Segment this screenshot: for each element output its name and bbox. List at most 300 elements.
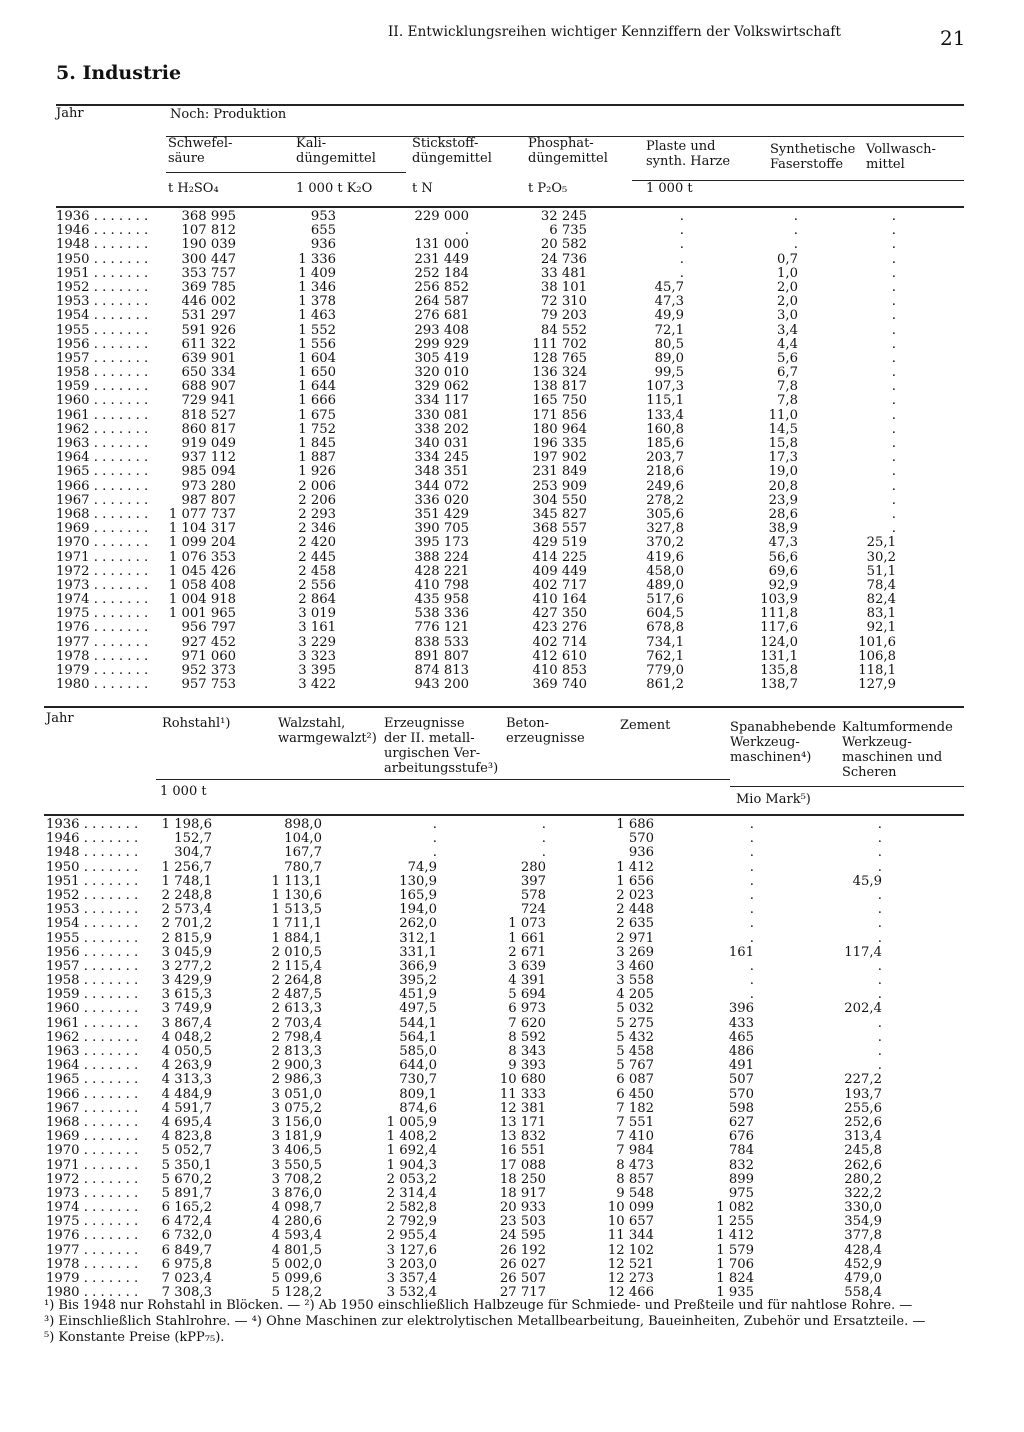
table1-body [0,210,1024,692]
stickstoff-cell: 252 184 [414,265,469,281]
walzstahl-cell: 1 711,1 [271,916,322,932]
year-cell: 1978 . . . [56,650,150,664]
kaltumformende-cell: 202,4 [844,1001,882,1017]
year-cell: 1972 . . . [56,565,150,579]
year-cell: 1955 . . . [46,932,142,946]
beton-cell: 13 832 [499,1129,546,1145]
zement-cell: 2 023 [616,887,654,903]
rohstahl-cell: 6 165,2 [161,1200,212,1216]
erzeugnisse-cell: 451,9 [399,987,437,1003]
year-cell: 1973 . . . [56,579,150,593]
schwefelsaeure-cell: 919 049 [181,436,236,451]
stickstoff-cell: 943 200 [414,677,469,693]
table-row [0,903,1024,917]
rohstahl-cell: 5 350,1 [161,1157,212,1173]
stickstoff-cell: 305 419 [414,350,469,366]
phosphat-cell: 38 101 [540,279,587,295]
table-row [0,1173,1024,1187]
phosphat-cell: 180 964 [532,421,587,437]
beton-cell: 6 973 [508,1001,546,1017]
walzstahl-cell: 2 798,4 [271,1029,322,1045]
footnotes [44,1298,964,1346]
plaste-cell: 72,1 [654,322,684,338]
spanabhebende-cell: . [749,873,754,889]
faserstoffe-cell: 19,0 [768,464,798,480]
table-row [0,1059,1024,1073]
stickstoff-cell: 256 852 [414,279,469,295]
table-row [0,366,1024,380]
erzeugnisse-cell: . [432,845,437,861]
kali-cell: 1 926 [298,464,336,480]
vollwaschmittel-cell: . [891,237,896,253]
table-row [0,238,1024,252]
year-cell: 1976 . . . [56,621,150,635]
phosphat-cell: 136 324 [532,365,587,381]
plaste-cell: 278,2 [646,492,684,508]
erzeugnisse-cell: 644,0 [399,1058,437,1074]
table1-unit-rule-a [166,172,406,173]
schwefelsaeure-cell: 368 995 [181,209,236,224]
zement-cell: 5 032 [616,1001,654,1017]
table-row [0,988,1024,1002]
table-row [0,1258,1024,1272]
table1-header-plaste: Plaste und synth. Harze [646,139,731,169]
table2-unit-1000t: 1 000 t [160,784,207,799]
stickstoff-cell: 264 587 [414,294,469,310]
plaste-cell: 203,7 [646,450,684,466]
vollwaschmittel-cell: . [891,379,896,395]
zement-cell: 10 657 [607,1214,654,1230]
faserstoffe-cell: 23,9 [768,492,798,508]
table-row [0,324,1024,338]
beton-cell: 2 671 [508,944,546,960]
year-cell: 1968 . . . [56,508,150,522]
kali-cell: 2 458 [298,563,336,579]
plaste-cell: 762,1 [646,648,684,664]
rohstahl-cell: 3 277,2 [161,958,212,974]
table-row [0,1144,1024,1158]
erzeugnisse-cell: 165,9 [399,887,437,903]
table-row [0,1031,1024,1045]
table2-header-bottom-rule [44,814,964,816]
beton-cell: 5 694 [508,987,546,1003]
vollwaschmittel-cell: . [891,407,896,423]
spanabhebende-cell: 486 [728,1044,754,1059]
phosphat-cell: 138 817 [532,379,587,395]
phosphat-cell: 410 853 [532,663,587,678]
zement-cell: 1 656 [616,873,654,889]
rohstahl-cell: 1 198,6 [161,817,212,832]
year-cell: 1977 . . . [56,636,150,650]
stickstoff-cell: 340 031 [414,436,469,451]
beton-cell: 26 192 [499,1242,546,1258]
year-cell: 1980 . . . [46,1286,142,1300]
beton-cell: 16 551 [499,1143,546,1159]
stickstoff-cell: 336 020 [414,492,469,508]
faserstoffe-cell: 0,7 [777,251,798,267]
year-cell: 1958 . . . [56,366,150,380]
table-row [0,480,1024,494]
rohstahl-cell: 3 045,9 [161,944,212,960]
footnote-line: ⁵) Konstante Preise (kPP₇₅). [44,1330,225,1345]
spanabhebende-cell: 161 [728,944,754,960]
table1-header-synthetische-faserstoffe: Synthetische Faserstoffe [770,142,856,172]
schwefelsaeure-cell: 937 112 [181,450,236,466]
walzstahl-cell: 3 181,9 [271,1129,322,1145]
spanabhebende-cell: 1 824 [716,1271,754,1286]
faserstoffe-cell: 14,5 [768,421,798,437]
phosphat-cell: 196 335 [532,436,587,451]
erzeugnisse-cell: 1 005,9 [386,1114,437,1130]
spanabhebende-cell: . [749,817,754,832]
erzeugnisse-cell: 2 053,2 [386,1171,437,1187]
erzeugnisse-cell: 366,9 [399,958,437,974]
year-cell: 1946 . . . [56,224,150,238]
stickstoff-cell: 330 081 [414,407,469,423]
walzstahl-cell: 2 986,3 [271,1072,322,1088]
rohstahl-cell: 5 891,7 [161,1185,212,1201]
spanabhebende-cell: 832 [728,1157,754,1173]
erzeugnisse-cell: 2 955,4 [386,1228,437,1244]
erzeugnisse-cell: 1 408,2 [386,1129,437,1145]
year-cell: 1978 . . . [46,1258,142,1272]
erzeugnisse-cell: 585,0 [399,1044,437,1059]
vollwaschmittel-cell: . [891,322,896,338]
schwefelsaeure-cell: 650 334 [181,365,236,381]
rohstahl-cell: 3 749,9 [161,1001,212,1017]
year-cell: 1952 . . . [46,889,142,903]
footnote-line: ¹) Bis 1948 nur Rohstahl in Blöcken. — ²) Ab 1950 einschließlich Halbzeuge für Schmiede- und Preßteile und für nahtlose Rohre. — [44,1298,913,1313]
schwefelsaeure-cell: 987 807 [181,492,236,508]
vollwaschmittel-cell: 127,9 [858,677,896,693]
table-row [0,210,1024,224]
zement-cell: 1 412 [616,859,654,875]
stickstoff-cell: 435 958 [414,592,469,608]
phosphat-cell: 32 245 [540,209,587,224]
table-row [0,1201,1024,1215]
year-cell: 1956 . . . [56,338,150,352]
kaltumformende-cell: 45,9 [852,873,882,889]
spanabhebende-cell: . [749,958,754,974]
stickstoff-cell: 231 449 [414,251,469,267]
faserstoffe-cell: 111,8 [760,606,798,622]
year-cell: 1959 . . . [56,380,150,394]
plaste-cell: 133,4 [646,407,684,423]
plaste-cell: 517,6 [646,592,684,608]
vollwaschmittel-cell: . [891,421,896,437]
kali-cell: 936 [310,237,336,253]
rohstahl-cell: 4 695,4 [161,1114,212,1130]
walzstahl-cell: 3 550,5 [271,1157,322,1173]
schwefelsaeure-cell: 446 002 [181,294,236,310]
stickstoff-cell: 410 798 [414,577,469,593]
spanabhebende-cell: . [749,902,754,918]
table2-top-rule [44,706,964,708]
spanabhebende-cell: . [749,973,754,989]
year-cell: 1963 . . . [56,437,150,451]
year-cell: 1968 . . . [46,1116,142,1130]
vollwaschmittel-cell: . [891,223,896,239]
vollwaschmittel-cell: . [891,506,896,522]
stickstoff-cell: . [464,223,469,239]
kali-cell: 1 409 [298,265,336,281]
walzstahl-cell: 2 900,3 [271,1058,322,1074]
plaste-cell: 160,8 [646,421,684,437]
plaste-cell: 458,0 [646,563,684,579]
beton-cell: 1 661 [508,930,546,946]
year-cell: 1973 . . . [46,1187,142,1201]
erzeugnisse-cell: 3 357,4 [386,1271,437,1286]
faserstoffe-cell: 38,9 [768,521,798,537]
plaste-cell: 89,0 [654,350,684,366]
table-row [0,267,1024,281]
table-row [0,846,1024,860]
faserstoffe-cell: 7,8 [777,379,798,395]
table-row [0,1215,1024,1229]
schwefelsaeure-cell: 729 941 [181,393,236,409]
rohstahl-cell: 4 591,7 [161,1100,212,1116]
plaste-cell: 80,5 [654,336,684,352]
erzeugnisse-cell: 312,1 [399,930,437,946]
phosphat-cell: 345 827 [532,506,587,522]
faserstoffe-cell: 15,8 [768,436,798,451]
stickstoff-cell: 329 062 [414,379,469,395]
year-cell: 1975 . . . [56,607,150,621]
year-cell: 1936 . . . [46,818,142,832]
walzstahl-cell: 2 010,5 [271,944,322,960]
spanabhebende-cell: . [749,916,754,932]
schwefelsaeure-cell: 1 076 353 [168,549,236,565]
schwefelsaeure-cell: 591 926 [181,322,236,338]
table-row [0,536,1024,550]
kaltumformende-cell: . [877,1015,882,1031]
year-cell: 1963 . . . [46,1045,142,1059]
year-cell: 1970 . . . [56,536,150,550]
table1-header-schwefelsaeure: Schwefel- säure [168,136,233,166]
year-cell: 1977 . . . [46,1244,142,1258]
beton-cell: 23 503 [499,1214,546,1230]
rohstahl-cell: 7 023,4 [161,1271,212,1286]
table2-header-spanabhebende: Spanabhebende Werkzeug- maschinen⁴) [730,720,836,765]
vollwaschmittel-cell: 118,1 [858,663,896,678]
year-cell: 1965 . . . [56,465,150,479]
table1-unit-k2o: 1 000 t K₂O [296,181,373,196]
faserstoffe-cell: 6,7 [777,365,798,381]
vollwaschmittel-cell: 82,4 [866,592,896,608]
table2-header-erzeugnisse: Erzeugnisse der II. metall- urgischen Ver- arbeitungsstufe³) [384,716,499,776]
spanabhebende-cell: 396 [728,1001,754,1017]
table2-unit-rule-b [730,786,964,787]
spanabhebende-cell: 1 255 [716,1214,754,1230]
stickstoff-cell: 229 000 [414,209,469,224]
table-row [0,832,1024,846]
plaste-cell: 305,6 [646,506,684,522]
kaltumformende-cell: 280,2 [844,1171,882,1187]
phosphat-cell: 429 519 [532,535,587,551]
kali-cell: 1 887 [298,450,336,466]
schwefelsaeure-cell: 956 797 [181,620,236,636]
kali-cell: 3 229 [298,634,336,650]
rohstahl-cell: 2 815,9 [161,930,212,946]
rohstahl-cell: 6 732,0 [161,1228,212,1244]
stickstoff-cell: 338 202 [414,421,469,437]
walzstahl-cell: 2 264,8 [271,973,322,989]
kali-cell: 2 006 [298,478,336,494]
table-row [0,338,1024,352]
year-cell: 1951 . . . [46,875,142,889]
zement-cell: 7 410 [616,1129,654,1145]
year-cell: 1960 . . . [56,394,150,408]
walzstahl-cell: 3 156,0 [271,1114,322,1130]
erzeugnisse-cell: 3 532,4 [386,1285,437,1301]
stickstoff-cell: 299 929 [414,336,469,352]
erzeugnisse-cell: 1 692,4 [386,1143,437,1159]
phosphat-cell: 402 717 [532,577,587,593]
table2-unit-mio-mark: Mio Mark⁵) [736,792,811,807]
table-row [0,1045,1024,1059]
table-row [0,423,1024,437]
section-title: 5. Industrie [56,62,182,84]
plaste-cell: 47,3 [654,294,684,310]
kaltumformende-cell: 252,6 [844,1114,882,1130]
spanabhebende-cell: 507 [728,1072,754,1088]
kaltumformende-cell: 322,2 [844,1185,882,1201]
beton-cell: . [541,831,546,847]
page-number: 21 [940,26,966,50]
beton-cell: 7 620 [508,1015,546,1031]
table2-header-rohstahl: Rohstahl¹) [162,716,231,731]
stickstoff-cell: 388 224 [414,549,469,565]
table-row [0,889,1024,903]
vollwaschmittel-cell: . [891,521,896,537]
kali-cell: 1 463 [298,308,336,324]
zement-cell: 12 521 [607,1256,654,1272]
table-row [0,664,1024,678]
beton-cell: . [541,817,546,832]
zement-cell: 3 460 [616,958,654,974]
kali-cell: 2 293 [298,506,336,522]
spanabhebende-cell: . [749,987,754,1003]
spanabhebende-cell: 627 [728,1114,754,1130]
kali-cell: 2 346 [298,521,336,537]
vollwaschmittel-cell: . [891,294,896,310]
stickstoff-cell: 320 010 [414,365,469,381]
stickstoff-cell: 874 813 [414,663,469,678]
year-cell: 1971 . . . [56,551,150,565]
beton-cell: 4 391 [508,973,546,989]
kali-cell: 3 395 [298,663,336,678]
schwefelsaeure-cell: 353 757 [181,265,236,281]
kali-cell: 2 206 [298,492,336,508]
phosphat-cell: 402 714 [532,634,587,650]
phosphat-cell: 253 909 [532,478,587,494]
kaltumformende-cell: . [877,817,882,832]
kali-cell: 655 [310,223,336,239]
table-row [0,861,1024,875]
kali-cell: 1 666 [298,393,336,409]
table2-header-betonerzeugnisse: Beton- erzeugnisse [506,716,585,746]
beton-cell: 27 717 [499,1285,546,1301]
year-cell: 1980 . . . [56,678,150,692]
kali-cell: 2 864 [298,592,336,608]
phosphat-cell: 414 225 [532,549,587,565]
year-cell: 1952 . . . [56,281,150,295]
walzstahl-cell: 4 801,5 [271,1242,322,1258]
year-cell: 1950 . . . [46,861,142,875]
vollwaschmittel-cell: . [891,265,896,281]
year-cell: 1962 . . . [46,1031,142,1045]
faserstoffe-cell: . [793,209,798,224]
kaltumformende-cell: 262,6 [844,1157,882,1173]
faserstoffe-cell: . [793,237,798,253]
walzstahl-cell: 2 613,3 [271,1001,322,1017]
walzstahl-cell: 3 406,5 [271,1143,322,1159]
vollwaschmittel-cell: 30,2 [866,549,896,565]
kaltumformende-cell: 479,0 [844,1271,882,1286]
rohstahl-cell: 152,7 [174,831,212,847]
stickstoff-cell: 344 072 [414,478,469,494]
running-head: II. Entwicklungsreihen wichtiger Kennziffern der Volkswirtschaft [388,24,841,40]
beton-cell: 26 027 [499,1256,546,1272]
table1-unit-n: t N [412,181,433,196]
spanabhebende-cell: 784 [728,1143,754,1159]
erzeugnisse-cell: . [432,817,437,832]
table-row [0,593,1024,607]
vollwaschmittel-cell: . [891,365,896,381]
year-cell: 1971 . . . [46,1159,142,1173]
zement-cell: 4 205 [616,987,654,1003]
year-cell: 1954 . . . [46,917,142,931]
erzeugnisse-cell: 262,0 [399,916,437,932]
table-row [0,409,1024,423]
table1-group-label: Noch: Produktion [170,107,287,122]
walzstahl-cell: 4 098,7 [271,1200,322,1216]
year-cell: 1969 . . . [46,1130,142,1144]
zement-cell: 7 182 [616,1100,654,1116]
beton-cell: 578 [520,887,546,903]
schwefelsaeure-cell: 1 058 408 [168,577,236,593]
faserstoffe-cell: 47,3 [768,535,798,551]
walzstahl-cell: 2 703,4 [271,1015,322,1031]
year-cell: 1964 . . . [56,451,150,465]
beton-cell: 8 343 [508,1044,546,1059]
table1-unit-h2so4: t H₂SO₄ [168,181,219,196]
vollwaschmittel-cell: 51,1 [866,563,896,579]
schwefelsaeure-cell: 957 753 [181,677,236,693]
schwefelsaeure-cell: 611 322 [181,336,236,352]
zement-cell: 8 473 [616,1157,654,1173]
plaste-cell: 99,5 [654,365,684,381]
walzstahl-cell: 3 876,0 [271,1185,322,1201]
beton-cell: 280 [520,859,546,875]
phosphat-cell: 409 449 [532,563,587,579]
erzeugnisse-cell: 130,9 [399,873,437,889]
year-cell: 1974 . . . [56,593,150,607]
kali-cell: 1 675 [298,407,336,423]
schwefelsaeure-cell: 1 001 965 [168,606,236,622]
kaltumformende-cell: 255,6 [844,1100,882,1116]
vollwaschmittel-cell: . [891,464,896,480]
schwefelsaeure-cell: 927 452 [181,634,236,650]
kaltumformende-cell: 313,4 [844,1129,882,1145]
kali-cell: 1 346 [298,279,336,295]
table1-unit-p2o5: t P₂O₅ [528,181,568,196]
phosphat-cell: 72 310 [540,294,587,310]
vollwaschmittel-cell: . [891,336,896,352]
schwefelsaeure-cell: 300 447 [181,251,236,267]
rohstahl-cell: 4 313,3 [161,1072,212,1088]
erzeugnisse-cell: 194,0 [399,902,437,918]
